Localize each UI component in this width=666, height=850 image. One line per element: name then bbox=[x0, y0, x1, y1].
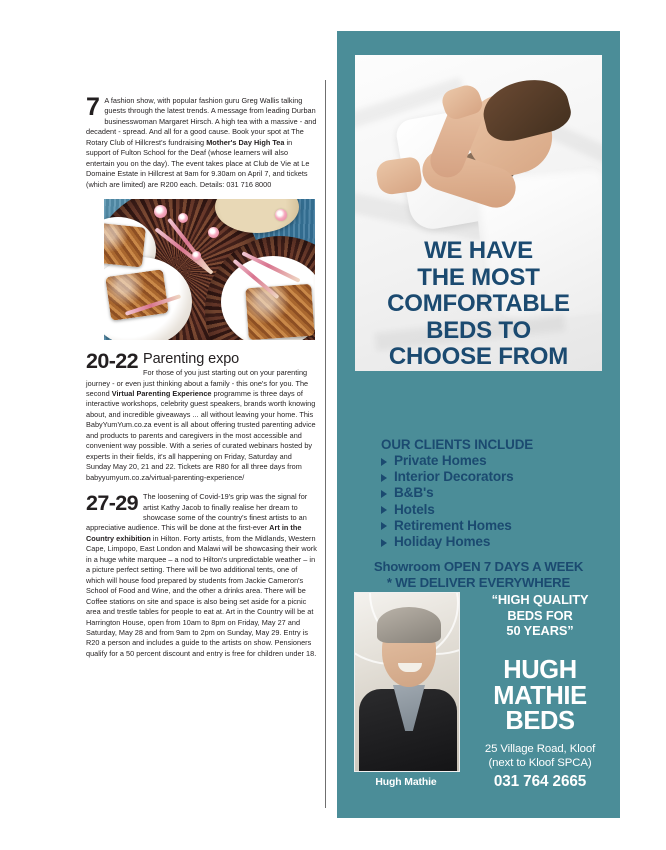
photo-blossom bbox=[192, 251, 201, 260]
client-label: Holiday Homes bbox=[394, 534, 491, 550]
triangle-bullet-icon bbox=[381, 458, 387, 466]
address-line: (next to Kloof SPCA) bbox=[488, 756, 592, 769]
photo-blossom bbox=[208, 227, 219, 238]
portrait-caption: Hugh Mathie bbox=[375, 777, 437, 788]
client-label: B&B's bbox=[394, 485, 434, 501]
client-list-item bbox=[381, 502, 605, 518]
ad-headline-line: THE MOST bbox=[417, 263, 540, 291]
photo-crumble-slice bbox=[245, 284, 314, 340]
photo-blossom bbox=[154, 205, 167, 218]
clients-list bbox=[381, 453, 605, 550]
ad-headline-line: WE HAVE bbox=[424, 237, 533, 264]
photo-crumble-slice bbox=[105, 269, 169, 321]
ad-headline-line: BEDS TO bbox=[426, 316, 531, 344]
address-line: 25 Village Road, Kloof bbox=[484, 743, 596, 755]
brand-line: MATHIE bbox=[493, 681, 587, 710]
triangle-bullet-icon bbox=[381, 474, 387, 482]
showroom-line: Showroom OPEN 7 DAYS A WEEK bbox=[373, 559, 584, 574]
triangle-bullet-icon bbox=[381, 506, 387, 514]
store-phone-number[interactable]: 031 764 2665 bbox=[493, 773, 587, 790]
client-list-item bbox=[381, 534, 605, 550]
client-list-item bbox=[381, 469, 605, 485]
clients-title: OUR CLIENTS INCLUDE bbox=[381, 437, 534, 452]
client-label: Retirement Homes bbox=[394, 517, 512, 533]
column-divider bbox=[325, 80, 326, 808]
article-heading: Parenting expo bbox=[143, 351, 240, 368]
article-day-number: 20-22 bbox=[86, 349, 138, 374]
testimonial-quote bbox=[470, 592, 610, 639]
client-label: Hotels bbox=[394, 501, 435, 517]
article-body: For those of you just starting out on your parenting journey - or even just thinking about a family - this one's for you. The second Virtual Parenting Experience programme is three days of interactive workshops, celebrity guest speakers, brands worth knowing about, and incredible giveaways ... all without leaving your home. This BabyYumYum.co.za event is all about offering trusted parenting advice and products to parents and caregivers in the most accessible and convenient way possible. With a series of curated webinars hosted by experts in their fields, it's all happening on Friday, Saturday and Sunday May 20, 21 and 22. Tickets are R80 for all three days from babyyumyum.co.za/virtual-parenting-experience/ bbox=[86, 368, 316, 482]
article-entry bbox=[86, 492, 318, 659]
article-day-number: 7 bbox=[86, 93, 100, 121]
triangle-bullet-icon bbox=[381, 539, 387, 547]
showroom-line: * WE DELIVER EVERYWHERE bbox=[386, 575, 571, 590]
portrait-hair bbox=[377, 607, 441, 643]
photo-blossom bbox=[275, 209, 287, 221]
brand-line: HUGH bbox=[503, 656, 577, 684]
triangle-bullet-icon bbox=[381, 522, 387, 530]
advertisement-panel bbox=[337, 31, 620, 818]
article-entry bbox=[86, 350, 318, 483]
editorial-column bbox=[86, 93, 318, 659]
triangle-bullet-icon bbox=[381, 490, 387, 498]
store-address bbox=[464, 743, 616, 770]
client-label: Private Homes bbox=[394, 453, 487, 468]
brand-line: BEDS bbox=[505, 707, 575, 735]
article-body: A fashion show, with popular fashion guru Greg Wallis talking guests through the latest trends. A message from leading Durban businesswoman Margaret Hirsch. A high tea with a massive - and decadent - spread. And all for a good cause. Book your spot at The Rotary Club of Hillcrest's fundraising Mother's Day High Tea in support of Fulton School for the Deaf (whose learners will also entertain you on the day). The event takes place at Club de Vie at Le Domaine Estate in Hillcrest at 9am for 9.30am on April 7, and tickets (which are limited) are R200 each. Details: 031 716 8000 bbox=[86, 96, 317, 189]
showroom-notice bbox=[355, 559, 602, 591]
ad-headline bbox=[355, 238, 602, 371]
client-label: Interior Decorators bbox=[394, 469, 514, 485]
photo-crumble-slice bbox=[104, 223, 146, 268]
quote-line: 50 YEARS” bbox=[506, 623, 574, 638]
ad-headline-line: COMFORTABLE bbox=[387, 290, 570, 317]
quote-line: “HIGH QUALITY bbox=[491, 592, 589, 607]
quote-line: BEDS FOR bbox=[507, 607, 573, 623]
article-body: The loosening of Covid-19's grip was the signal for artist Kathy Jacob to finally realise her dream to showcase some of the country's finest artists to an appreciative audience. This will be done at the first-ever Art in the Country exhibition in Hilton. Forty artists, from the Midlands, Western Cape, Limpopo, East London and Malawi will be showcasing their work in a huge white marquee – a nod to Hilton's unpredictable weather – in a picture perfect setting. There will be two additional tents, one of which will house food prepared by students from Jackie Cameron's School of Food and Wine, and the other a drinks area. There will be Coffee stations on site and space is also being set aside for a picnic area and trestle tables for people to eat at. Art in the Country will be at Harrington House, open from 10am to 8pm on Friday, May 27 and Saturday, May 28 and from 9am to 2pm on Sunday, May 29. Entry is R20 a person and includes a guide to the artists on show. Pensioners qualify for a 50 percent discount and entry is free for children under 18. bbox=[86, 492, 317, 658]
article-entry bbox=[86, 93, 318, 190]
brand-name bbox=[470, 658, 610, 735]
clients-block bbox=[381, 437, 605, 550]
client-list-item bbox=[381, 485, 605, 501]
client-list-item bbox=[381, 453, 605, 469]
article-day-number: 27-29 bbox=[86, 491, 138, 516]
hugh-mathie-portrait bbox=[354, 592, 460, 772]
client-list-item bbox=[381, 518, 605, 534]
ad-headline-line: CHOOSE FROM bbox=[388, 343, 569, 370]
food-photo bbox=[104, 199, 315, 340]
